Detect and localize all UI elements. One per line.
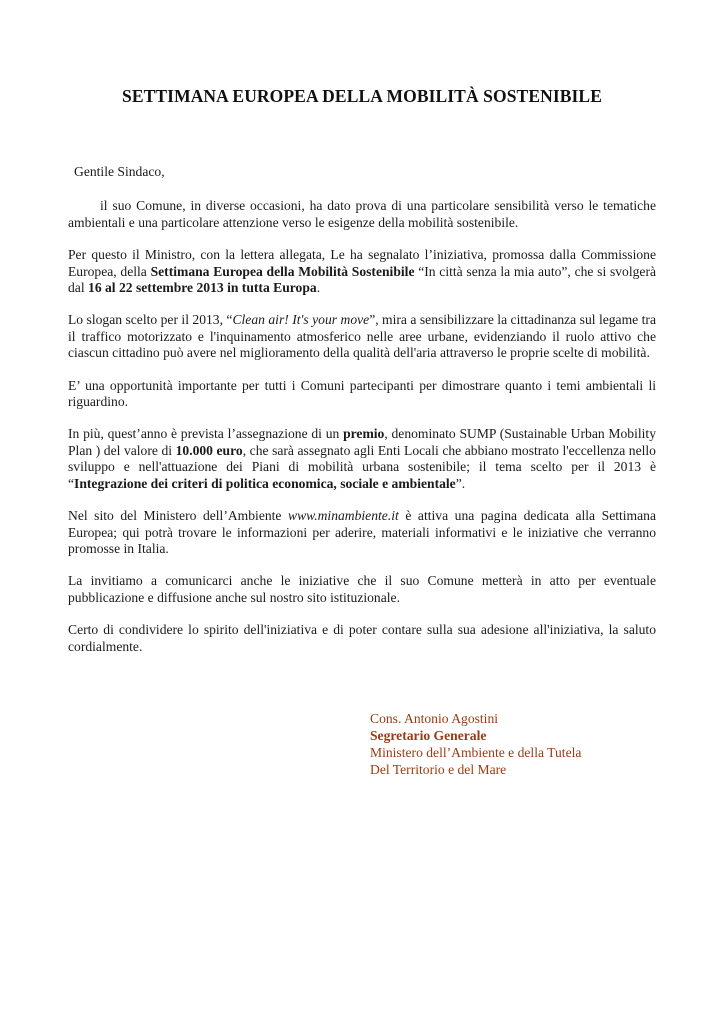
salutation: Gentile Sindaco, — [74, 164, 165, 179]
paragraph-6-text-a: Nel sito del Ministero dell’Ambiente — [68, 508, 289, 524]
paragraph-2 — [68, 247, 656, 296]
paragraph-6 — [68, 508, 656, 557]
paragraph-2-text-a: Per questo il Ministro, con la lettera allegata, Le ha segnalato l’iniziativa, promossa dalla Commissione Europea, della — [68, 247, 656, 279]
paragraph-7: La invitiamo a comunicarci anche le iniziative che il suo Comune metterà in atto per eventuale pubblicazione e diffusione anche sul nostro sito istituzionale. — [68, 573, 656, 605]
paragraph-5-text-g: ”. — [455, 475, 466, 491]
paragraph-3 — [68, 312, 656, 361]
paragraph-5-text-c: , denominato SUMP (Sustainable Urban Mobility Plan ) del valore di — [68, 426, 656, 458]
paragraph-2-text-c: “In città senza la mia auto”, che si svolgerà dal — [68, 263, 657, 296]
award-amount: 10.000 euro — [175, 442, 243, 458]
slogan: Clean air! It's your move — [232, 312, 370, 328]
website-link[interactable]: www.minambiente.it — [288, 508, 399, 524]
letter-body — [68, 164, 656, 671]
paragraph-5 — [68, 426, 656, 492]
signatory-org-line-1: Ministero dell’Ambiente e della Tutela — [370, 745, 582, 760]
paragraph-5-text-e: , che sarà assegnato agli Enti Locali che abbiano mostrato l'eccellenza nello sviluppo e nell'attuazione dei Piani di mobilità urbana sostenibile; il tema scelto per il 2013 è “ — [68, 442, 656, 491]
award-word: premio — [343, 426, 385, 442]
event-dates: 16 al 22 settembre 2013 in tutta Europa — [88, 280, 317, 296]
signatory-name: Cons. Antonio Agostini — [370, 711, 499, 726]
paragraph-1: il suo Comune, in diverse occasioni, ha dato prova di una particolare sensibilità verso le tematiche ambientali e una particolare attenzione verso le esigenze della mobilità sostenibile. — [68, 198, 656, 230]
paragraph-3-text-c: ”, mira a sensibilizzare la cittadinanza sul legame tra il traffico motorizzato e l'inquinamento atmosferico nelle aree urbane, evidenziando il ruolo attivo che ciascun cittadino può avere nel miglioramento della qualità dell'aria attraverso le proprie scelte di mobilità. — [68, 312, 656, 361]
event-name: Settimana Europea della Mobilità Sostenibile — [150, 263, 415, 279]
paragraph-4: E’ una opportunità importante per tutti i Comuni partecipanti per dimostrare quanto i temi ambientali li riguardino. — [68, 377, 656, 410]
award-theme: Integrazione dei criteri di politica economica, sociale e ambientale — [74, 475, 456, 491]
paragraph-5-text-a: In più, quest’anno è prevista l’assegnazione di un — [68, 426, 344, 442]
signatory-role: Segretario Generale — [370, 728, 487, 743]
document-title: SETTIMANA EUROPEA DELLA MOBILITÀ SOSTENIBILE — [122, 86, 602, 106]
signatory-org-line-2: Del Territorio e del Mare — [370, 762, 507, 777]
paragraph-3-text-a: Lo slogan scelto per il 2013, “ — [68, 312, 233, 328]
signature-block — [370, 710, 581, 778]
paragraph-8: Certo di condividere lo spirito dell'iniziativa e di poter contare sulla sua adesione all'iniziativa, la saluto cordialmente. — [68, 622, 656, 654]
paragraph-2-text-e: . — [316, 280, 321, 296]
paragraph-6-text-c: è attiva una pagina dedicata alla Settimana Europea; qui potrà trovare le informazioni per aderire, materiali informativi e le iniziative che verranno promosse in Italia. — [68, 508, 656, 556]
